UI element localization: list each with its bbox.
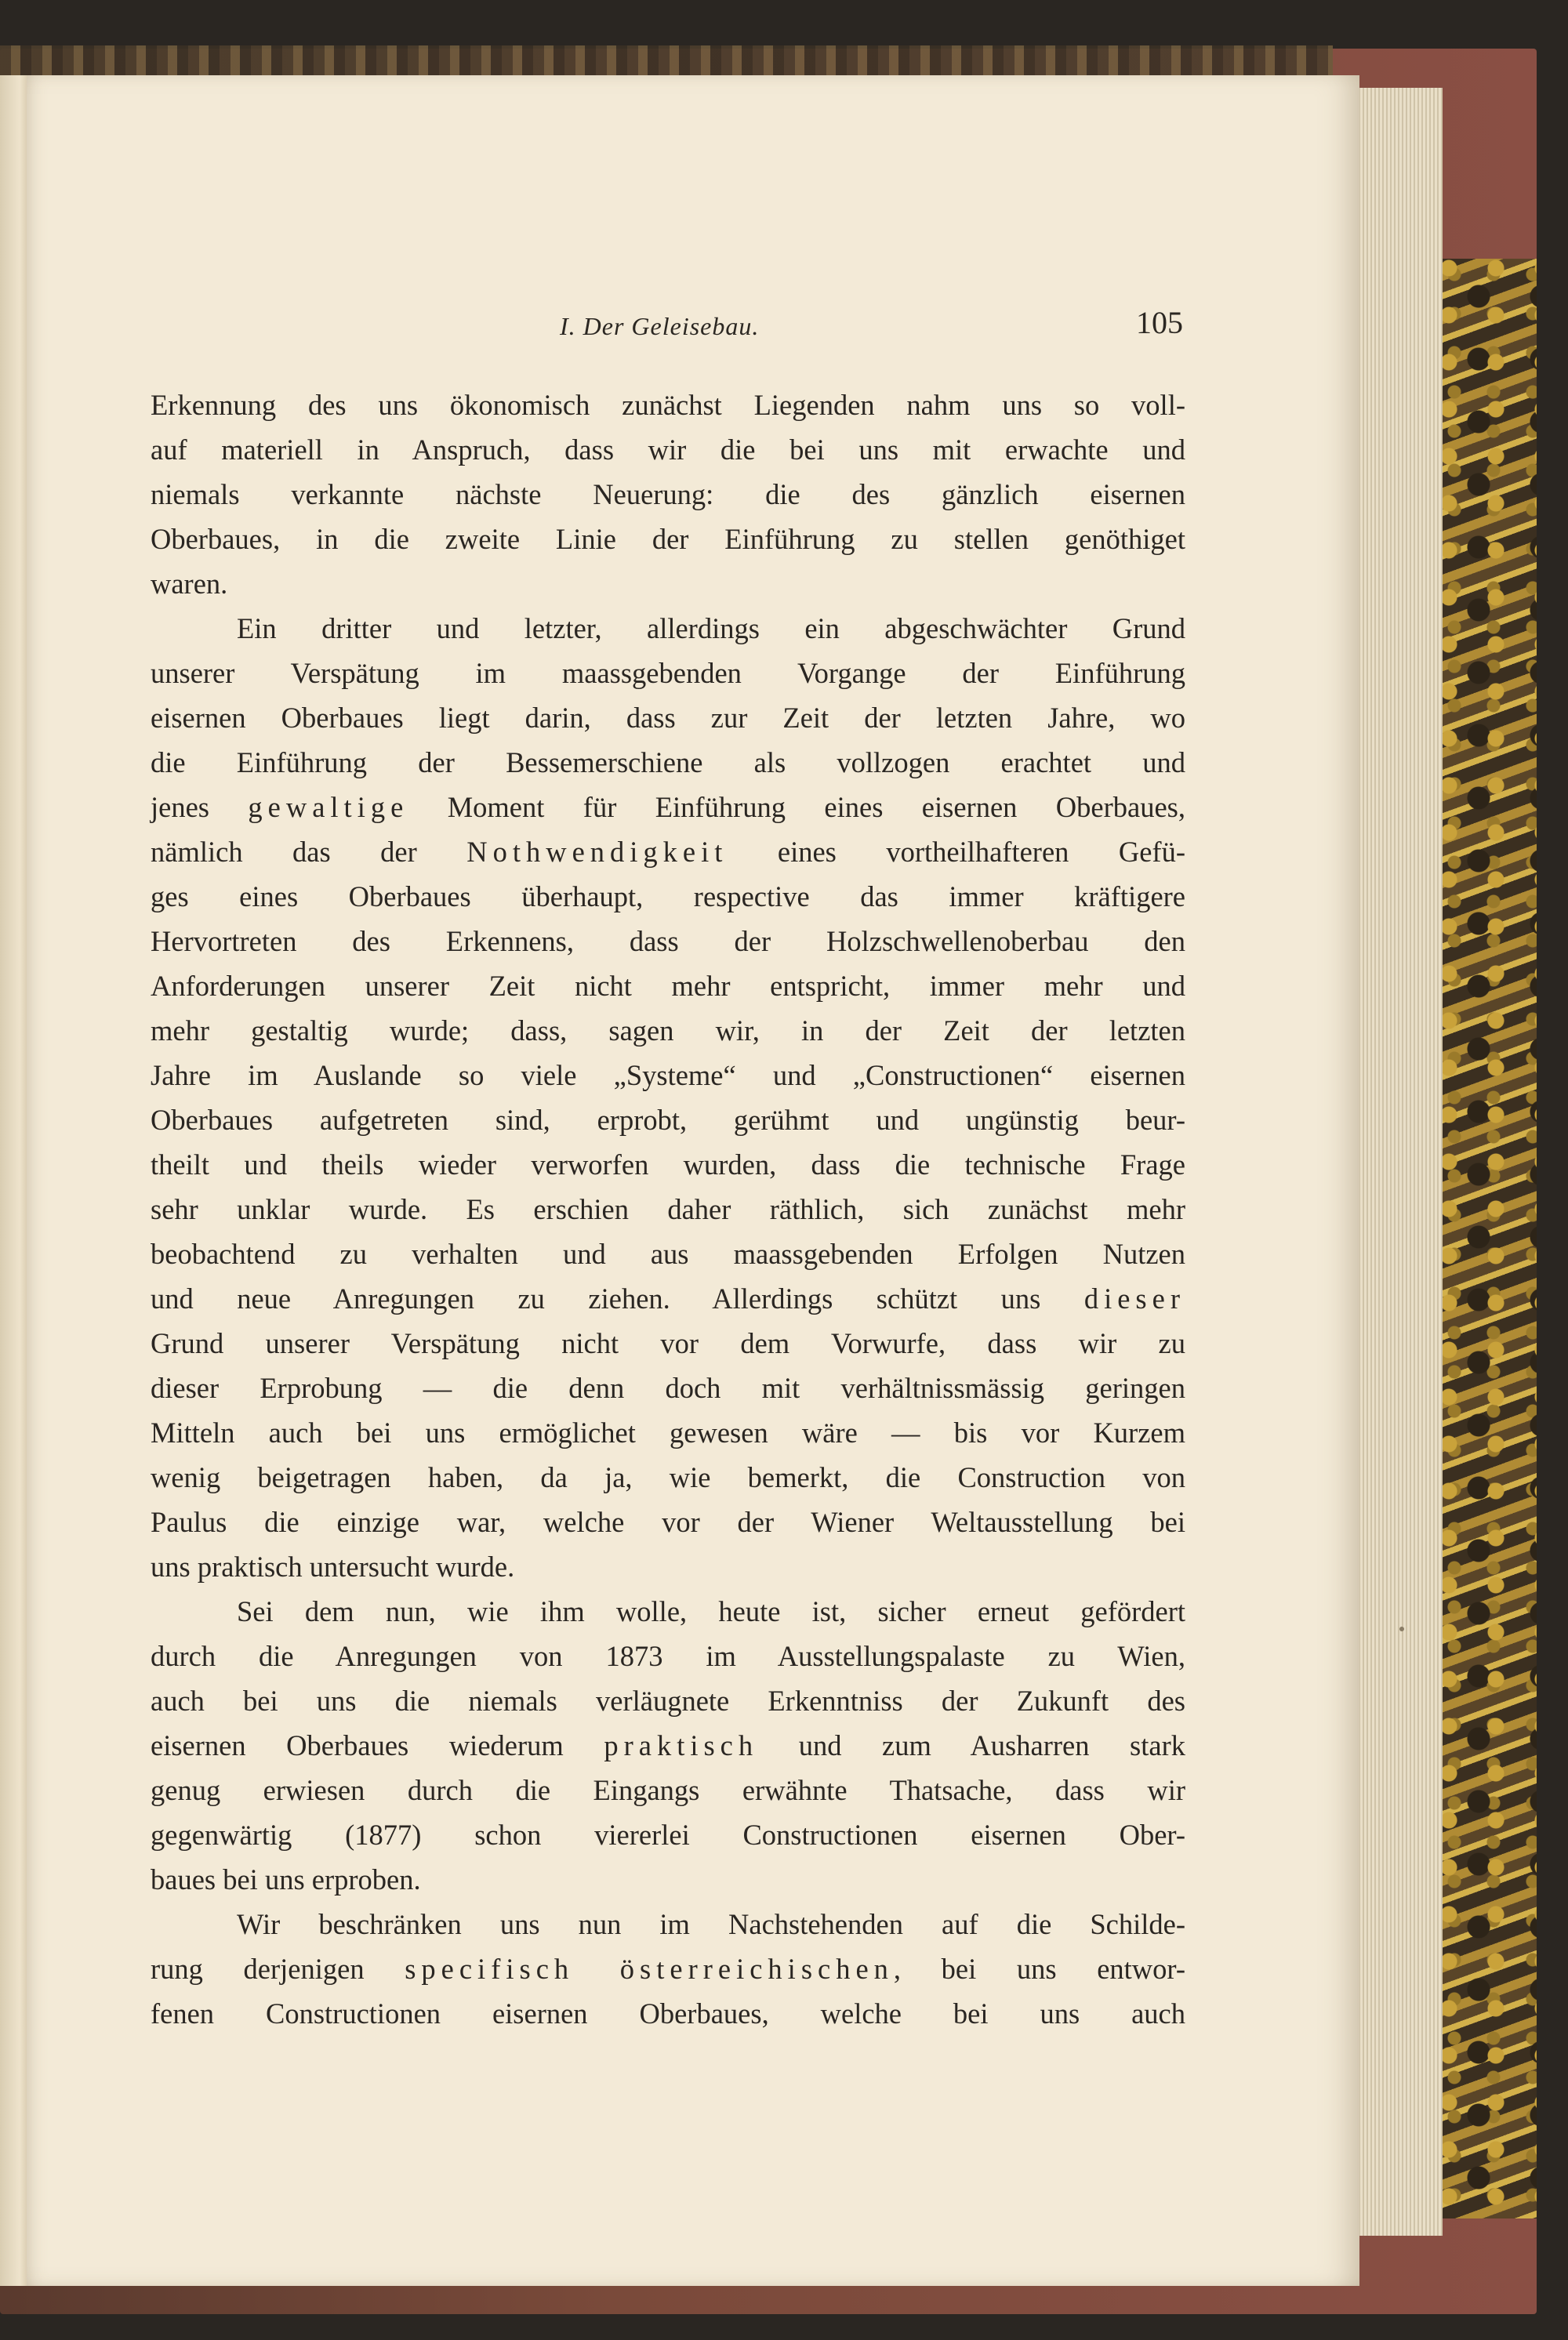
text-segment: Moment für Einführung eines eisernen Oberbaues, (408, 791, 1185, 823)
text-segment: nämlich das der (151, 836, 467, 868)
spaced-emphasis: Nothwendigkeit (466, 836, 728, 868)
paper-speck (1399, 1627, 1404, 1631)
text-line: Sei dem nun, wie ihm wolle, heute ist, sicher erneut gefördert (237, 1595, 1185, 1627)
body-text (151, 383, 1185, 2036)
page-edges (1356, 88, 1443, 2236)
text-line (151, 1276, 1185, 1321)
text-segment: rung derjenigen (151, 1953, 405, 1985)
text-line: fenen Constructionen eisernen Oberbaues, welche bei uns auch (151, 1997, 1185, 2030)
text-line: dieser Erprobung — die denn doch mit verhältnissmässig geringen (151, 1372, 1185, 1404)
text-line: auf materiell in Anspruch, dass wir die bei uns mit erwachte und (151, 434, 1185, 466)
text-segment: eisernen Oberbaues wiederum (151, 1729, 604, 1761)
text-line: waren. (151, 568, 228, 600)
text-line: niemals verkannte nächste Neuerung: die des gänzlich eisernen (151, 478, 1185, 510)
spaced-emphasis: gewaltige (248, 791, 409, 823)
text-line: Ein dritter und letzter, allerdings ein abgeschwächter Grund (237, 612, 1185, 644)
text-line: Oberbaues aufgetreten sind, erprobt, gerühmt und ungünstig beur- (151, 1104, 1185, 1136)
text-line (151, 785, 1185, 829)
text-line: Mitteln auch bei uns ermöglichet gewesen wäre — bis vor Kurzem (151, 1417, 1185, 1449)
text-line (151, 829, 1185, 874)
text-segment: und neue Anregungen zu ziehen. Allerdings schützt uns (151, 1282, 1084, 1315)
text-line: wenig beigetragen haben, da ja, wie bemerkt, die Construction von (151, 1461, 1185, 1493)
spaced-emphasis: dieser (1083, 1282, 1185, 1315)
text-line: auch bei uns die niemals verläugnete Erkenntniss der Zukunft des (151, 1685, 1185, 1717)
text-line: uns praktisch untersucht wurde. (151, 1551, 515, 1583)
text-line: theilt und theils wieder verworfen wurden, dass die technische Frage (151, 1148, 1185, 1181)
text-line: beobachtend zu verhalten und aus maassgebenden Erfolgen Nutzen (151, 1238, 1185, 1270)
text-line: sehr unklar wurde. Es erschien daher räthlich, sich zunächst mehr (151, 1193, 1185, 1225)
running-title: I. Der Geleisebau. (560, 312, 760, 340)
page-number: 105 (1136, 305, 1183, 340)
text-line: gegenwärtig (1877) schon viererlei Constructionen eisernen Ober- (151, 1819, 1185, 1851)
text-line (151, 1723, 1185, 1768)
text-line: Grund unserer Verspätung nicht vor dem Vorwurfe, dass wir zu (151, 1327, 1185, 1359)
marbled-endpaper (1435, 259, 1537, 2218)
text-line: baues bei uns erproben. (151, 1863, 421, 1896)
text-line: durch die Anregungen von 1873 im Ausstellungspalaste zu Wien, (151, 1640, 1185, 1672)
text-line: ges eines Oberbaues überhaupt, respective das immer kräftigere (151, 880, 1185, 912)
spaced-emphasis: specifisch österreichischen (405, 1953, 894, 1985)
text-segment: und zum Ausharren stark (758, 1729, 1185, 1761)
spaced-emphasis: praktisch (604, 1729, 759, 1761)
text-line: Wir beschränken uns nun im Nachstehenden auf die Schilde- (237, 1908, 1185, 1940)
text-line: Hervortreten des Erkennens, dass der Holzschwellenoberbau den (151, 925, 1185, 957)
text-line: unserer Verspätung im maassgebenden Vorgange der Einführung (151, 657, 1185, 689)
text-line (151, 1946, 1185, 1991)
book-page (27, 75, 1359, 2286)
text-line: genug erwiesen durch die Eingangs erwähnte Thatsache, dass wir (151, 1774, 1185, 1806)
text-line: Erkennung des uns ökonomisch zunächst Liegenden nahm uns so voll- (151, 389, 1185, 421)
text-line: eisernen Oberbaues liegt darin, dass zur Zeit der letzten Jahre, wo (151, 702, 1185, 734)
text-line: Jahre im Auslande so viele „Systeme“ und „Constructionen“ eisernen (151, 1059, 1185, 1091)
text-line: die Einführung der Bessemerschiene als vollzogen erachtet und (151, 746, 1185, 778)
text-segment: , bei uns entwor- (893, 1953, 1185, 1985)
text-line: Paulus die einzige war, welche vor der Wiener Weltausstellung bei (151, 1506, 1185, 1538)
text-line: Oberbaues, in die zweite Linie der Einführung zu stellen genöthiget (151, 523, 1185, 555)
text-segment: eines vortheilhafteren Gefü- (728, 836, 1185, 868)
text-segment: jenes (151, 791, 249, 823)
cover-spine-edge (0, 45, 1333, 77)
text-line: Anforderungen unserer Zeit nicht mehr entspricht, immer mehr und (151, 970, 1185, 1002)
page-header (148, 305, 1183, 359)
text-line: mehr gestaltig wurde; dass, sagen wir, in der Zeit der letzten (151, 1014, 1185, 1047)
